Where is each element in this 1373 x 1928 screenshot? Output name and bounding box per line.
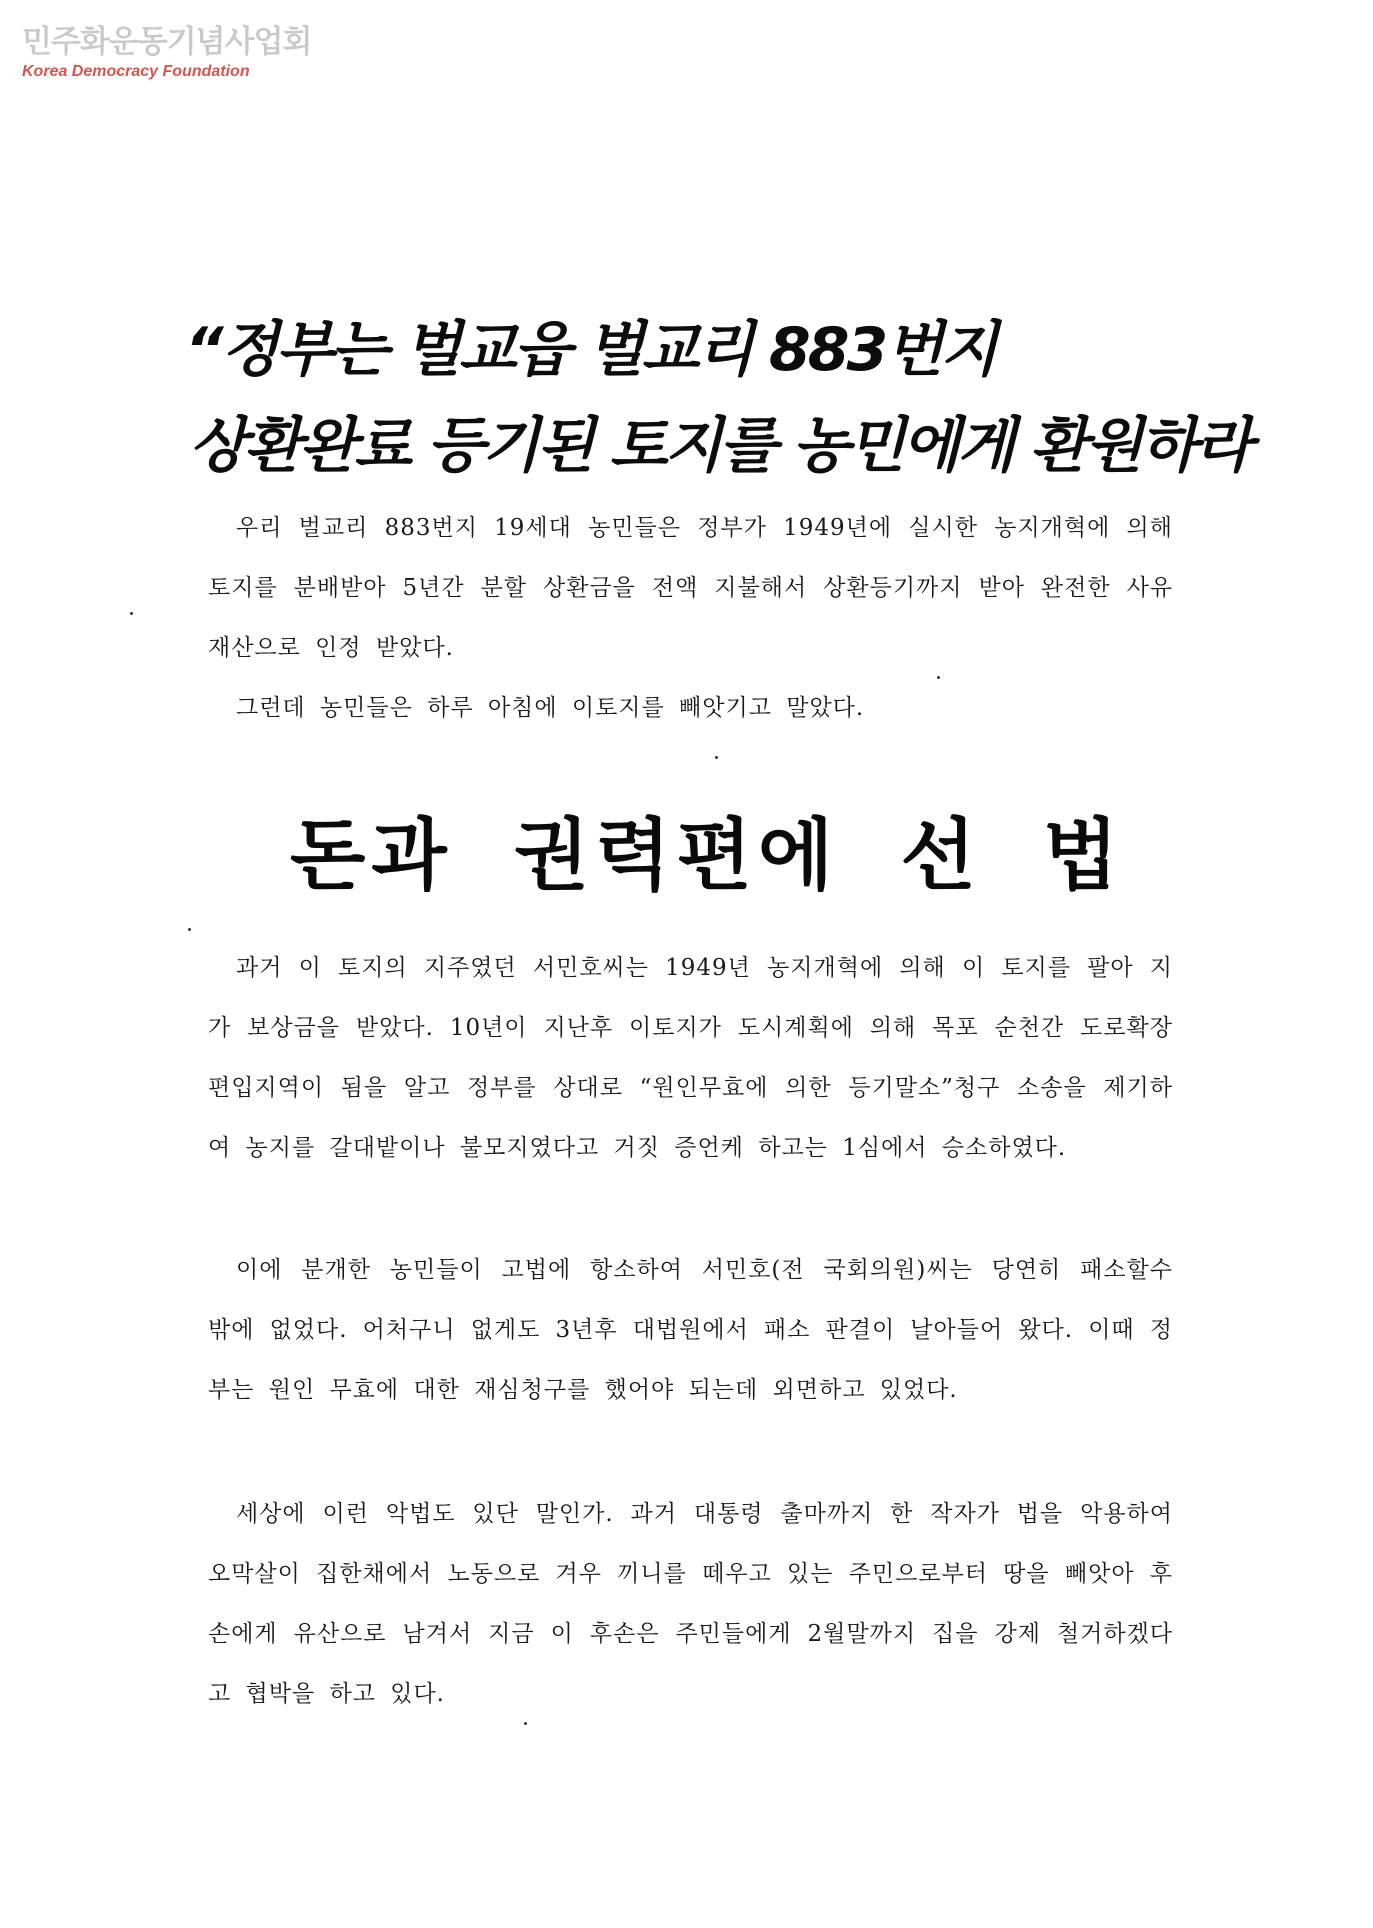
scan-speck <box>130 612 133 615</box>
body-paragraph-2: 이에 분개한 농민들이 고법에 항소하여 서민호(전 국회의원)씨는 당연히 패소할수 밖에 없었다. 어처구니 없게도 3년후 대법원에서 패소 판결이 날아들어 왔다. 이때 정부는 원인 무효에 대한 재심청구를 했어야 되는데 외면하고 있었다. <box>208 1257 1173 1403</box>
intro-paragraph-2: 그런데 농민들은 하루 아침에 이토지를 빼앗기고 말았다. <box>236 695 865 721</box>
watermark-korean-text: 민주화운동기념사업회 <box>22 24 312 60</box>
headline-line-2: 상환완료 등기된 토지를 농민에게 환원하라 <box>189 411 1250 481</box>
foundation-watermark <box>22 22 322 82</box>
scan-speck <box>188 928 191 931</box>
section-title: 돈과 권력편에 선 법 <box>290 810 1125 901</box>
body-paragraph-3: 세상에 이런 악법도 있단 말인가. 과거 대통령 출마까지 한 작자가 법을 악용하여 오막살이 집한채에서 노동으로 겨우 끼니를 떼우고 있는 주민으로부터 땅을 빼앗아 후손에게 유산으로 남겨서 지금 이 후손은 주민들에게 2월말까지 집을 강제 철거하겠다고 협박을 하고 있다. <box>208 1501 1173 1707</box>
scan-speck <box>524 1722 527 1725</box>
scan-speck <box>715 756 718 759</box>
body-paragraph-1: 과거 이 토지의 지주였던 서민호씨는 1949년 농지개혁에 의해 이 토지를 팔아 지가 보상금을 받았다. 10년이 지난후 이토지가 도시계획에 의해 목포 순천간 도로확장 편입지역이 됨을 알고 정부를 상대로 “원인무효에 의한 등기말소”청구 소송을 제기하여 농지를 갈대밭이나 불모지였다고 거짓 증언케 하고는 1심에서 승소하였다. <box>208 955 1173 1161</box>
watermark-english-text: Korea Democracy Foundation <box>22 63 250 80</box>
headline <box>185 302 1250 494</box>
headline-line-1: “정부는 벌교읍 벌교리 883번지 <box>185 315 996 385</box>
scan-speck <box>937 676 940 679</box>
intro-paragraph-1: 우리 벌교리 883번지 19세대 농민들은 정부가 1949년에 실시한 농지개혁에 의해 토지를 분배받아 5년간 분할 상환금을 전액 지불해서 상환등기까지 받아 완전한 사유재산으로 인정 받았다. <box>208 515 1173 661</box>
